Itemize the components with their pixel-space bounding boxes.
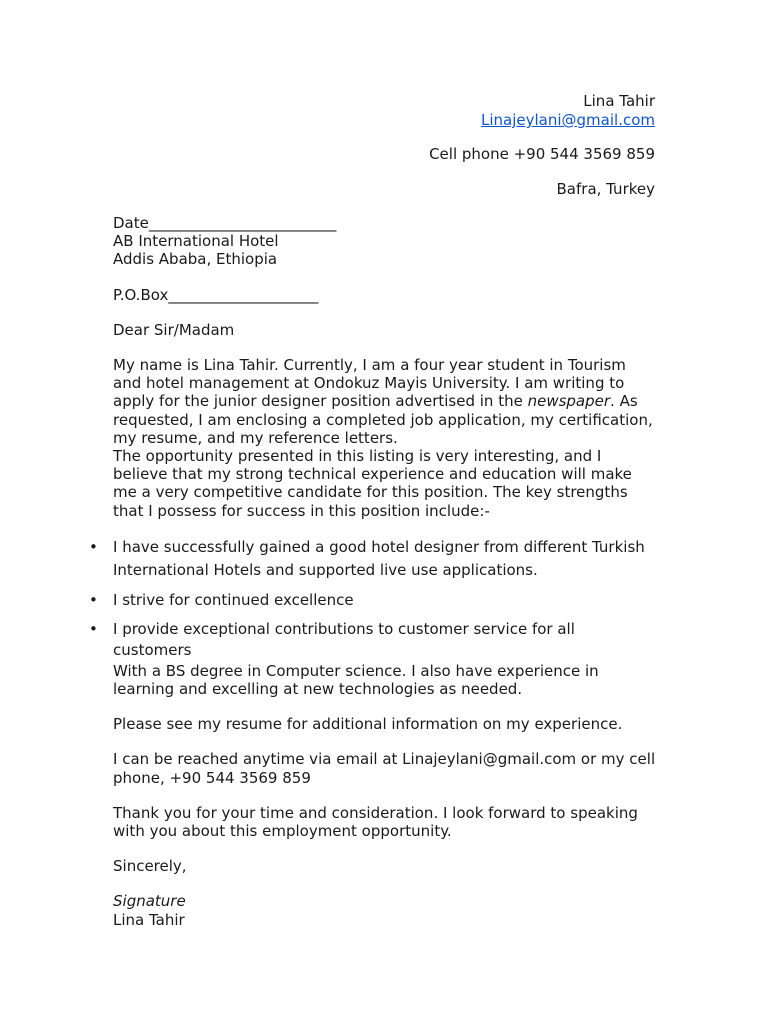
closing: Sincerely,	[113, 857, 187, 876]
sender-location: Bafra, Turkey	[556, 180, 655, 198]
salutation: Dear Sir/Madam	[113, 320, 235, 339]
recipient-city: Addis Ababa, Ethiopia	[113, 250, 278, 269]
date-line: Date_________________________	[113, 214, 337, 232]
list-item	[89, 589, 658, 612]
sender-phone: Cell phone +90 544 3569 859	[429, 145, 655, 163]
intro-text-b: . As requested, I am enclosing a completed job application, my certification, my resume, and my reference letters.	[113, 392, 653, 447]
strengths-list	[89, 536, 658, 661]
intro-emphasis: newspaper	[527, 392, 611, 411]
signature-text: Signature	[113, 892, 186, 911]
signer-name: Lina Tahir	[113, 910, 185, 929]
pobox-line: P.O.Box____________________	[113, 285, 319, 304]
bullet-icon: •	[89, 619, 98, 638]
list-item	[89, 619, 658, 661]
list-item-text: I provide exceptional contributions to customer service for all customers	[113, 619, 575, 659]
intro-paragraph	[113, 356, 658, 447]
degree-paragraph: With a BS degree in Computer science. I also have experience in learning and excelling at new technologies as needed.	[113, 661, 599, 699]
letter-body	[89, 214, 658, 929]
contact-paragraph: I can be reached anytime via email at Linajeylani@gmail.com or my cell phone, +90 544 3569 859	[113, 750, 656, 787]
sender-name: Lina Tahir	[583, 92, 655, 110]
list-item-text: I have successfully gained a good hotel designer from different Turkish International Hotels and supported live use applications.	[113, 537, 645, 579]
intro-text-a: My name is Lina Tahir. Currently, I am a four year student in Tourism and hotel management at Ondokuz Mayis University. I am writing to apply for the junior designer position advertised in the	[113, 356, 626, 411]
resume-note: Please see my resume for additional information on my experience.	[113, 715, 623, 734]
bullet-icon: •	[89, 590, 98, 609]
list-item-text: I strive for continued excellence	[113, 590, 354, 609]
opportunity-paragraph: The opportunity presented in this listing is very interesting, and I believe that my strong technical experience and education will make me a very competitive candidate for this position. The key strengths that I possess for success in this position include:-	[113, 447, 632, 520]
bullet-icon: •	[89, 537, 98, 556]
sender-email-link[interactable]: Linajeylani@gmail.com	[481, 111, 655, 129]
signature	[113, 892, 658, 910]
thanks-paragraph: Thank you for your time and consideration. I look forward to speaking with you about this employment opportunity.	[113, 803, 638, 841]
list-item	[89, 536, 658, 582]
recipient-org: AB International Hotel	[113, 232, 279, 251]
